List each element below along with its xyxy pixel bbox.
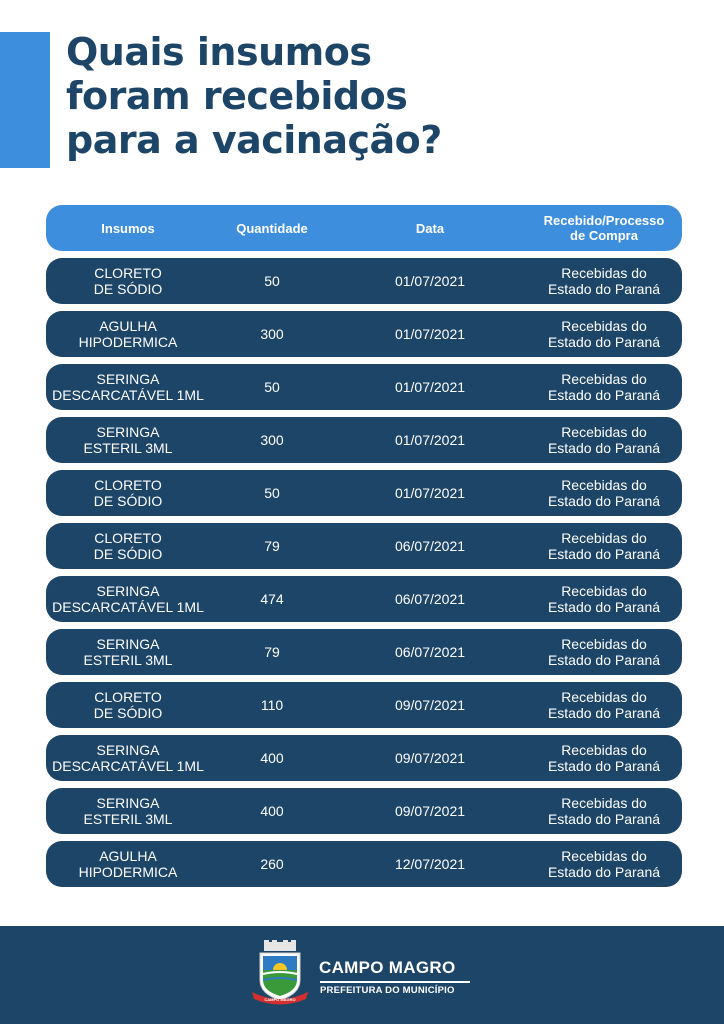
cell-insumo	[46, 424, 210, 456]
cell-insumo-line-2: ESTERIL 3ML	[83, 652, 173, 668]
cell-insumo-line-1: SERINGA	[96, 371, 160, 387]
cell-recebido	[526, 848, 682, 880]
crest-ribbon-text: CAMPO MAGRO	[264, 997, 296, 1002]
cell-insumo	[46, 265, 210, 297]
cell-data: 01/07/2021	[394, 379, 466, 395]
page-title	[66, 30, 442, 162]
cell-insumo-line-1: CLORETO	[94, 477, 162, 493]
cell-insumo	[46, 689, 210, 721]
title-line-1: Quais insumos	[66, 30, 372, 74]
cell-insumo-line-1: SERINGA	[96, 583, 160, 599]
cell-data: 01/07/2021	[394, 485, 466, 501]
cell-data: 06/07/2021	[394, 538, 466, 554]
cell-recebido-line-1: Recebidas do	[561, 318, 647, 334]
cell-insumo	[46, 636, 210, 668]
cell-recebido-line-2: Estado do Paraná	[547, 281, 661, 297]
cell-recebido	[526, 265, 682, 297]
title-line-2: foram recebidos	[66, 74, 408, 118]
table-row	[46, 417, 682, 463]
header-quantidade: Quantidade	[236, 220, 308, 236]
cell-recebido	[526, 530, 682, 562]
cell-quantidade: 400	[260, 750, 284, 766]
brand-name: CAMPO MAGRO	[319, 958, 456, 977]
cell-quantidade: 50	[264, 379, 280, 395]
cell-recebido	[526, 583, 682, 615]
cell-insumo-line-2: DE SÓDIO	[93, 493, 163, 509]
cell-quantidade: 50	[264, 485, 280, 501]
cell-insumo	[46, 530, 210, 562]
cell-quantidade: 110	[260, 697, 284, 713]
cell-recebido-line-1: Recebidas do	[561, 583, 647, 599]
cell-insumo	[46, 848, 210, 880]
cell-insumo-line-1: SERINGA	[96, 795, 160, 811]
title-line-3: para a vacinação?	[66, 118, 442, 162]
cell-recebido-line-2: Estado do Paraná	[547, 758, 661, 774]
cell-data: 12/07/2021	[394, 856, 466, 872]
table-row	[46, 735, 682, 781]
cell-recebido-line-1: Recebidas do	[561, 689, 647, 705]
table-body	[46, 258, 682, 887]
table-row	[46, 576, 682, 622]
cell-insumo-line-1: AGULHA	[99, 848, 157, 864]
cell-quantidade: 474	[260, 591, 284, 607]
cell-recebido	[526, 636, 682, 668]
cell-recebido-line-2: Estado do Paraná	[547, 599, 661, 615]
cell-recebido-line-1: Recebidas do	[561, 636, 647, 652]
cell-quantidade: 400	[260, 803, 284, 819]
cell-insumo-line-2: ESTERIL 3ML	[83, 440, 173, 456]
cell-recebido-line-2: Estado do Paraná	[547, 864, 661, 880]
cell-insumo-line-2: DESCARCATÁVEL 1ML	[52, 599, 204, 615]
cell-quantidade: 79	[264, 644, 280, 660]
cell-insumo-line-2: ESTERIL 3ML	[83, 811, 173, 827]
cell-data: 09/07/2021	[394, 803, 466, 819]
cell-data: 01/07/2021	[394, 273, 466, 289]
cell-recebido	[526, 477, 682, 509]
cell-data: 09/07/2021	[394, 697, 466, 713]
cell-insumo	[46, 742, 210, 774]
header-recebido	[526, 213, 682, 243]
table-row	[46, 682, 682, 728]
cell-recebido	[526, 371, 682, 403]
cell-data: 06/07/2021	[394, 644, 466, 660]
cell-recebido-line-2: Estado do Paraná	[547, 334, 661, 350]
cell-recebido-line-2: Estado do Paraná	[547, 387, 661, 403]
cell-recebido-line-1: Recebidas do	[561, 424, 647, 440]
cell-insumo	[46, 583, 210, 615]
header-recebido-line-1: Recebido/Processo	[543, 213, 665, 228]
table-row	[46, 629, 682, 675]
cell-insumo-line-1: SERINGA	[96, 424, 160, 440]
cell-insumo-line-1: SERINGA	[96, 742, 160, 758]
cell-insumo-line-2: HIPODERMICA	[78, 864, 178, 880]
cell-recebido-line-1: Recebidas do	[561, 265, 647, 281]
cell-insumo-line-1: CLORETO	[94, 530, 162, 546]
cell-insumo	[46, 477, 210, 509]
cell-insumo-line-2: HIPODERMICA	[78, 334, 178, 350]
cell-data: 01/07/2021	[394, 326, 466, 342]
cell-recebido	[526, 689, 682, 721]
header-insumos: Insumos	[101, 220, 155, 236]
cell-insumo-line-2: DESCARCATÁVEL 1ML	[52, 758, 204, 774]
table-row	[46, 364, 682, 410]
table-row	[46, 788, 682, 834]
cell-recebido-line-1: Recebidas do	[561, 742, 647, 758]
brand-divider	[320, 981, 470, 983]
cell-insumo-line-2: DE SÓDIO	[93, 281, 163, 297]
cell-recebido-line-1: Recebidas do	[561, 477, 647, 493]
brand-subtitle: PREFEITURA DO MUNICÍPIO	[320, 985, 455, 996]
cell-insumo-line-1: CLORETO	[94, 265, 162, 281]
cell-recebido	[526, 424, 682, 456]
table-header-row	[46, 205, 682, 251]
cell-quantidade: 300	[260, 326, 284, 342]
cell-insumo	[46, 795, 210, 827]
cell-recebido-line-1: Recebidas do	[561, 795, 647, 811]
cell-recebido-line-1: Recebidas do	[561, 530, 647, 546]
cell-insumo-line-2: DE SÓDIO	[93, 546, 163, 562]
cell-recebido-line-2: Estado do Paraná	[547, 652, 661, 668]
header-recebido-line-2: de Compra	[570, 228, 638, 243]
cell-recebido-line-1: Recebidas do	[561, 848, 647, 864]
cell-insumo-line-1: CLORETO	[94, 689, 162, 705]
table-row	[46, 470, 682, 516]
cell-recebido-line-2: Estado do Paraná	[547, 440, 661, 456]
accent-bar	[0, 32, 50, 168]
table-row	[46, 258, 682, 304]
cell-insumo-line-2: DESCARCATÁVEL 1ML	[52, 387, 204, 403]
cell-quantidade: 79	[264, 538, 280, 554]
supplies-table	[46, 205, 682, 887]
cell-insumo	[46, 371, 210, 403]
cell-data: 09/07/2021	[394, 750, 466, 766]
cell-recebido-line-1: Recebidas do	[561, 371, 647, 387]
cell-insumo	[46, 318, 210, 350]
table-row	[46, 523, 682, 569]
cell-insumo-line-1: AGULHA	[99, 318, 157, 334]
cell-recebido-line-2: Estado do Paraná	[547, 493, 661, 509]
cell-quantidade: 300	[260, 432, 284, 448]
table-row	[46, 841, 682, 887]
cell-quantidade: 50	[264, 273, 280, 289]
cell-insumo-line-1: SERINGA	[96, 636, 160, 652]
header-data: Data	[415, 220, 445, 236]
cell-insumo-line-2: DE SÓDIO	[93, 705, 163, 721]
cell-recebido-line-2: Estado do Paraná	[547, 546, 661, 562]
cell-data: 01/07/2021	[394, 432, 466, 448]
cell-quantidade: 260	[260, 856, 284, 872]
cell-data: 06/07/2021	[394, 591, 466, 607]
cell-recebido-line-2: Estado do Paraná	[547, 705, 661, 721]
table-row	[46, 311, 682, 357]
cell-recebido	[526, 795, 682, 827]
cell-recebido	[526, 742, 682, 774]
municipal-crest-icon	[250, 940, 310, 1006]
cell-recebido	[526, 318, 682, 350]
cell-recebido-line-2: Estado do Paraná	[547, 811, 661, 827]
